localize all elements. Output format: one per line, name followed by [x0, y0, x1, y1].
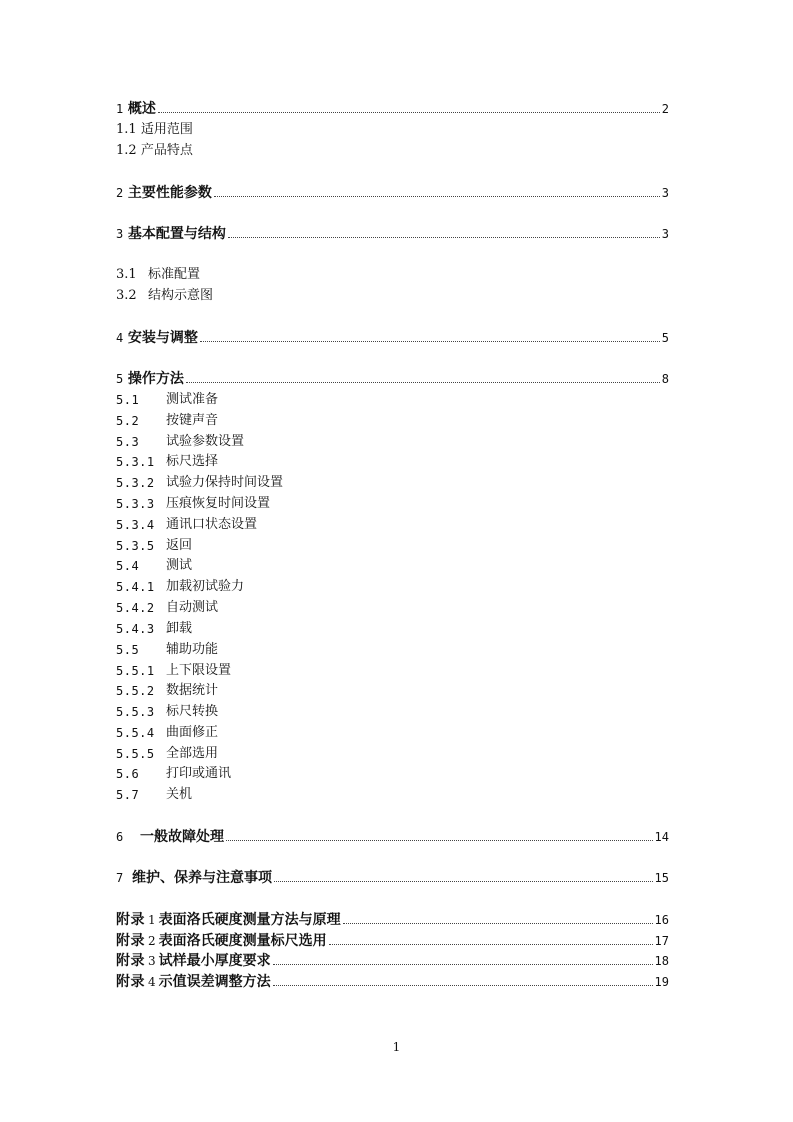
toc-entry-5-3[interactable] — [116, 430, 669, 450]
toc-number: 5.3 — [116, 435, 140, 449]
toc-title: 压痕恢复时间设置 — [166, 496, 271, 511]
toc-title: 全部选用 — [166, 746, 219, 761]
toc-entry-4[interactable] — [116, 326, 669, 346]
toc-entry-5-3-4[interactable] — [116, 513, 669, 533]
toc-page: 3 — [661, 186, 669, 200]
toc-title: 标尺选择 — [166, 454, 219, 469]
toc-entry-3[interactable] — [116, 222, 669, 242]
toc-entry-5-5[interactable] — [116, 638, 669, 658]
toc-number: 5.3.2 — [116, 476, 155, 490]
toc-number: 5.5.3 — [116, 705, 155, 719]
appendix-number: 4 — [148, 975, 156, 989]
toc-number: 5.4 — [116, 559, 140, 573]
appendix-prefix: 附录 — [116, 912, 145, 928]
toc-entry-5-6[interactable] — [116, 762, 669, 782]
toc-title: 辅助功能 — [166, 642, 219, 657]
toc-number: 5.4.2 — [116, 601, 155, 615]
toc-title: 打印或通讯 — [166, 766, 232, 781]
toc-entry-5-3-5[interactable] — [116, 534, 669, 554]
toc-page: 15 — [654, 871, 669, 885]
dot-leader — [200, 341, 660, 342]
toc-title: 按键声音 — [166, 413, 219, 428]
toc-appendix-1[interactable] — [116, 908, 669, 928]
toc-title: 表面洛氏硬度测量标尺选用 — [158, 933, 327, 949]
toc-entry-5-3-2[interactable] — [116, 471, 669, 491]
toc-page: 8 — [661, 372, 669, 386]
dot-leader — [343, 923, 653, 924]
toc-entry-6[interactable] — [116, 825, 669, 845]
toc-entry-5-2[interactable] — [116, 409, 669, 429]
toc-title: 产品特点 — [140, 143, 193, 158]
toc-page: 2 — [661, 102, 669, 116]
toc-entry-2[interactable] — [116, 181, 669, 201]
toc-title: 测试准备 — [166, 392, 219, 407]
toc-page: 19 — [654, 975, 669, 989]
toc-title: 表面洛氏硬度测量方法与原理 — [158, 912, 341, 928]
toc-entry-1[interactable] — [116, 97, 669, 117]
toc-number: 5.2 — [116, 414, 140, 428]
toc-number: 5.5 — [116, 643, 140, 657]
toc-entry-1-2[interactable] — [116, 139, 669, 159]
toc-page: 18 — [654, 954, 669, 968]
toc-number: 4 — [116, 331, 124, 345]
toc-entry-3-2[interactable] — [116, 284, 669, 304]
toc-title: 卸载 — [166, 621, 193, 636]
toc-number: 1 — [116, 102, 124, 116]
toc-entry-5-4-2[interactable] — [116, 596, 669, 616]
toc-entry-5-7[interactable] — [116, 783, 669, 803]
toc-title: 操作方法 — [127, 371, 184, 387]
toc-number: 1.2 — [116, 143, 137, 158]
toc-title: 试验参数设置 — [166, 434, 245, 449]
toc-title: 基本配置与结构 — [127, 226, 226, 242]
toc-number: 3 — [116, 227, 124, 241]
dot-leader — [226, 840, 653, 841]
toc-number: 5.3.5 — [116, 539, 155, 553]
toc-entry-5-5-3[interactable] — [116, 700, 669, 720]
dot-leader — [274, 881, 653, 882]
dot-leader — [228, 237, 660, 238]
dot-leader — [186, 382, 660, 383]
toc-number: 5.5.4 — [116, 726, 155, 740]
toc-entry-5-4-3[interactable] — [116, 617, 669, 637]
appendix-prefix: 附录 — [116, 933, 145, 949]
toc-entry-7[interactable] — [116, 866, 669, 886]
toc-entry-5-3-1[interactable] — [116, 450, 669, 470]
toc-title: 加载初试验力 — [166, 579, 245, 594]
dot-leader — [329, 944, 653, 945]
toc-number: 6 — [116, 830, 124, 844]
toc-title: 示值误差调整方法 — [158, 974, 271, 990]
toc-title: 标准配置 — [148, 267, 201, 282]
toc-number: 3.2 — [116, 288, 137, 303]
dot-leader — [273, 964, 653, 965]
toc-number: 5.3.1 — [116, 455, 155, 469]
toc-title: 测试 — [166, 558, 193, 573]
toc-title: 一般故障处理 — [140, 829, 224, 845]
toc-title: 通讯口状态设置 — [166, 517, 258, 532]
appendix-number: 2 — [148, 934, 156, 948]
toc-appendix-4[interactable] — [116, 970, 669, 990]
toc-title: 安装与调整 — [127, 330, 198, 346]
toc-title: 返回 — [166, 538, 193, 553]
toc-entry-3-1[interactable] — [116, 263, 669, 283]
toc-number: 5.6 — [116, 767, 140, 781]
toc-number: 5.5.5 — [116, 747, 155, 761]
toc-entry-5-5-1[interactable] — [116, 659, 669, 679]
toc-number: 2 — [116, 186, 124, 200]
toc-title: 维护、保养与注意事项 — [132, 870, 272, 886]
toc-title: 概述 — [127, 101, 156, 117]
toc-page: 14 — [654, 830, 669, 844]
toc-title: 数据统计 — [166, 683, 219, 698]
toc-entry-1-1[interactable] — [116, 118, 669, 138]
toc-page: 3 — [661, 227, 669, 241]
dot-leader — [214, 196, 660, 197]
toc-number: 7 — [116, 871, 124, 885]
toc-title: 主要性能参数 — [127, 185, 212, 201]
toc-page: 17 — [654, 934, 669, 948]
toc-appendix-3[interactable] — [116, 949, 669, 969]
appendix-prefix: 附录 — [116, 953, 145, 969]
toc-entry-5-5-4[interactable] — [116, 721, 669, 741]
toc-appendix-2[interactable] — [116, 929, 669, 949]
toc-number: 5.5.2 — [116, 684, 155, 698]
toc-number: 5.7 — [116, 788, 140, 802]
toc-title: 适用范围 — [140, 122, 193, 137]
toc-entry-5-5-5[interactable] — [116, 742, 669, 762]
toc-title: 上下限设置 — [166, 663, 232, 678]
appendix-number: 3 — [148, 954, 156, 968]
toc-title: 关机 — [166, 787, 193, 802]
toc-title: 试样最小厚度要求 — [158, 953, 271, 969]
toc-number: 1.1 — [116, 122, 137, 137]
toc-entry-5-5-2[interactable] — [116, 679, 669, 699]
toc-entry-5-3-3[interactable] — [116, 492, 669, 512]
appendix-number: 1 — [148, 913, 156, 927]
toc-title: 结构示意图 — [148, 288, 214, 303]
toc-page: 5 — [661, 331, 669, 345]
appendix-prefix: 附录 — [116, 974, 145, 990]
toc-number: 5.3.3 — [116, 497, 155, 511]
toc-number: 5.1 — [116, 393, 140, 407]
toc-title: 试验力保持时间设置 — [166, 475, 284, 490]
toc-number: 3.1 — [116, 267, 137, 282]
dot-leader — [158, 112, 660, 113]
toc-number: 5 — [116, 372, 124, 386]
toc-entry-5-1[interactable] — [116, 388, 669, 408]
dot-leader — [273, 985, 653, 986]
toc-number: 5.5.1 — [116, 664, 155, 678]
toc-entry-5-4[interactable] — [116, 554, 669, 574]
toc-entry-5-4-1[interactable] — [116, 575, 669, 595]
toc-entry-5[interactable] — [116, 367, 669, 387]
toc-page: 16 — [654, 913, 669, 927]
toc-title: 自动测试 — [166, 600, 219, 615]
toc-number: 5.4.1 — [116, 580, 155, 594]
toc-number: 5.4.3 — [116, 622, 155, 636]
page-number: 1 — [392, 1040, 401, 1054]
toc-number: 5.3.4 — [116, 518, 155, 532]
toc-title: 标尺转换 — [166, 704, 219, 719]
toc-title: 曲面修正 — [166, 725, 219, 740]
